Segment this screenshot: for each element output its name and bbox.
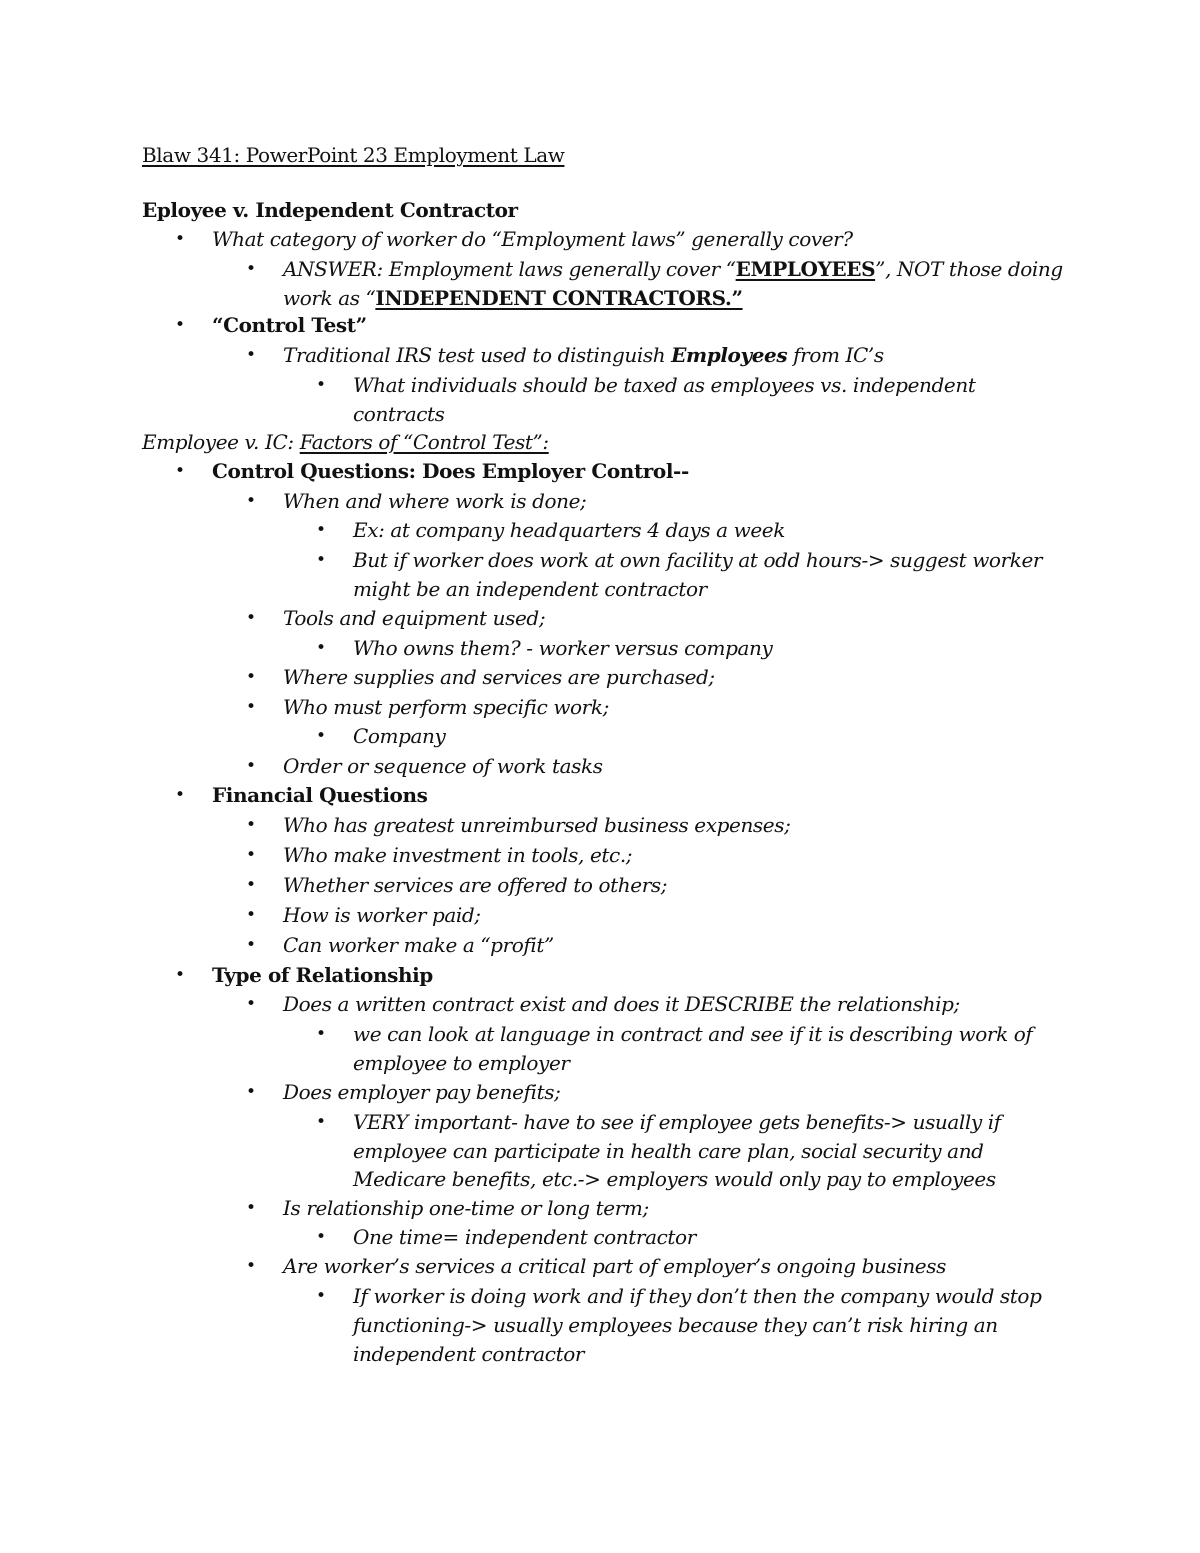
bullet-icon: • (246, 1256, 257, 1276)
relationship-heading: Type of Relationship (212, 963, 433, 987)
bullet-icon: • (316, 1286, 327, 1306)
traditional-irs-line (283, 341, 884, 371)
question-line: What category of worker do “Employment laws” generally cover? (212, 227, 853, 251)
list-item: Is relationship one-time or long term; (283, 1196, 649, 1220)
list-item: Are worker’s services a critical part of employer’s ongoing business (283, 1254, 946, 1278)
list-item: Who owns them? - worker versus company (353, 636, 773, 660)
document-title: Blaw 341: PowerPoint 23 Employment Law (142, 143, 565, 167)
individuals-line: What individuals should be taxed as employees vs. independent (353, 373, 976, 397)
list-item-continued: might be an independent contractor (353, 577, 707, 601)
traditional-suffix: from IC’s (787, 343, 884, 367)
list-item: Ex: at company headquarters 4 days a week (353, 518, 785, 542)
financial-questions-heading: Financial Questions (212, 783, 428, 807)
bullet-icon: • (246, 259, 257, 279)
bullet-icon: • (246, 667, 257, 687)
list-item-continued: employee to employer (353, 1051, 570, 1075)
list-item: Can worker make a “profit” (283, 933, 554, 957)
bullet-icon: • (246, 1198, 257, 1218)
bullet-icon: • (246, 935, 257, 955)
answer-employees: EMPLOYEES (735, 257, 876, 281)
answer-independent-contractors: INDEPENDENT CONTRACTORS.” (375, 286, 743, 310)
answer-prefix: ANSWER: Employment laws generally cover “ (283, 257, 736, 281)
bullet-icon: • (175, 785, 186, 805)
list-item-continued: Medicare benefits, etc.-> employers would only pay to employees (353, 1167, 996, 1191)
list-item: But if worker does work at own facility at odd hours-> suggest worker (353, 548, 1043, 572)
bullet-icon: • (175, 965, 186, 985)
individuals-line-2: contracts (353, 402, 445, 426)
bullet-icon: • (316, 1112, 327, 1132)
bullet-icon: • (316, 550, 327, 570)
list-item: we can look at language in contract and see if it is describing work of (353, 1022, 1033, 1046)
bullet-icon: • (246, 491, 257, 511)
list-item-continued: independent contractor (353, 1342, 585, 1366)
bullet-icon: • (175, 229, 186, 249)
bullet-icon: • (246, 815, 257, 835)
bullet-icon: • (246, 697, 257, 717)
factors-underlined: Factors of “Control Test”: (299, 430, 549, 454)
list-item: Tools and equipment used; (283, 606, 546, 630)
bullet-icon: • (316, 1024, 327, 1044)
bullet-icon: • (246, 875, 257, 895)
list-item-continued: employee can participate in health care plan, social security and (353, 1139, 984, 1163)
section-heading: Eployee v. Independent Contractor (142, 198, 518, 222)
list-item: When and where work is done; (283, 489, 587, 513)
list-item: One time= independent contractor (353, 1225, 696, 1249)
traditional-prefix: Traditional IRS test used to distinguish (283, 343, 672, 367)
list-item: Order or sequence of work tasks (283, 754, 603, 778)
bullet-icon: • (316, 1227, 327, 1247)
bullet-icon: • (246, 994, 257, 1014)
factors-prefix: Employee v. IC: (142, 430, 300, 454)
bullet-icon: • (246, 1082, 257, 1102)
bullet-icon: • (246, 905, 257, 925)
bullet-icon: • (246, 756, 257, 776)
factors-heading (142, 428, 549, 458)
list-item: VERY important- have to see if employee gets benefits-> usually if (353, 1110, 1001, 1134)
list-item: Who make investment in tools, etc.; (283, 843, 633, 867)
control-test-heading: “Control Test” (212, 313, 367, 337)
traditional-employees: Employees (671, 343, 788, 367)
list-item: If worker is doing work and if they don’t then the company would stop (353, 1284, 1042, 1308)
answer-line-2 (283, 284, 743, 314)
bullet-icon: • (246, 608, 257, 628)
bullet-icon: • (175, 461, 186, 481)
bullet-icon: • (246, 845, 257, 865)
list-item: Company (353, 724, 446, 748)
answer-middle: ”, NOT those doing (875, 257, 1063, 281)
control-questions-heading: Control Questions: Does Employer Control-- (212, 459, 689, 483)
list-item: How is worker paid; (283, 903, 481, 927)
list-item-continued: functioning-> usually employees because they can’t risk hiring an (353, 1313, 998, 1337)
bullet-icon: • (316, 726, 327, 746)
list-item: Does employer pay benefits; (283, 1080, 561, 1104)
bullet-icon: • (175, 315, 186, 335)
answer-line (283, 255, 1063, 285)
list-item: Whether services are offered to others; (283, 873, 668, 897)
bullet-icon: • (316, 520, 327, 540)
answer-line2-prefix: work as “ (283, 286, 376, 310)
list-item: Does a written contract exist and does it DESCRIBE the relationship; (283, 992, 960, 1016)
bullet-icon: • (316, 375, 327, 395)
bullet-icon: • (246, 345, 257, 365)
list-item: Who has greatest unreimbursed business expenses; (283, 813, 791, 837)
list-item: Who must perform specific work; (283, 695, 609, 719)
list-item: Where supplies and services are purchased; (283, 665, 715, 689)
bullet-icon: • (316, 638, 327, 658)
